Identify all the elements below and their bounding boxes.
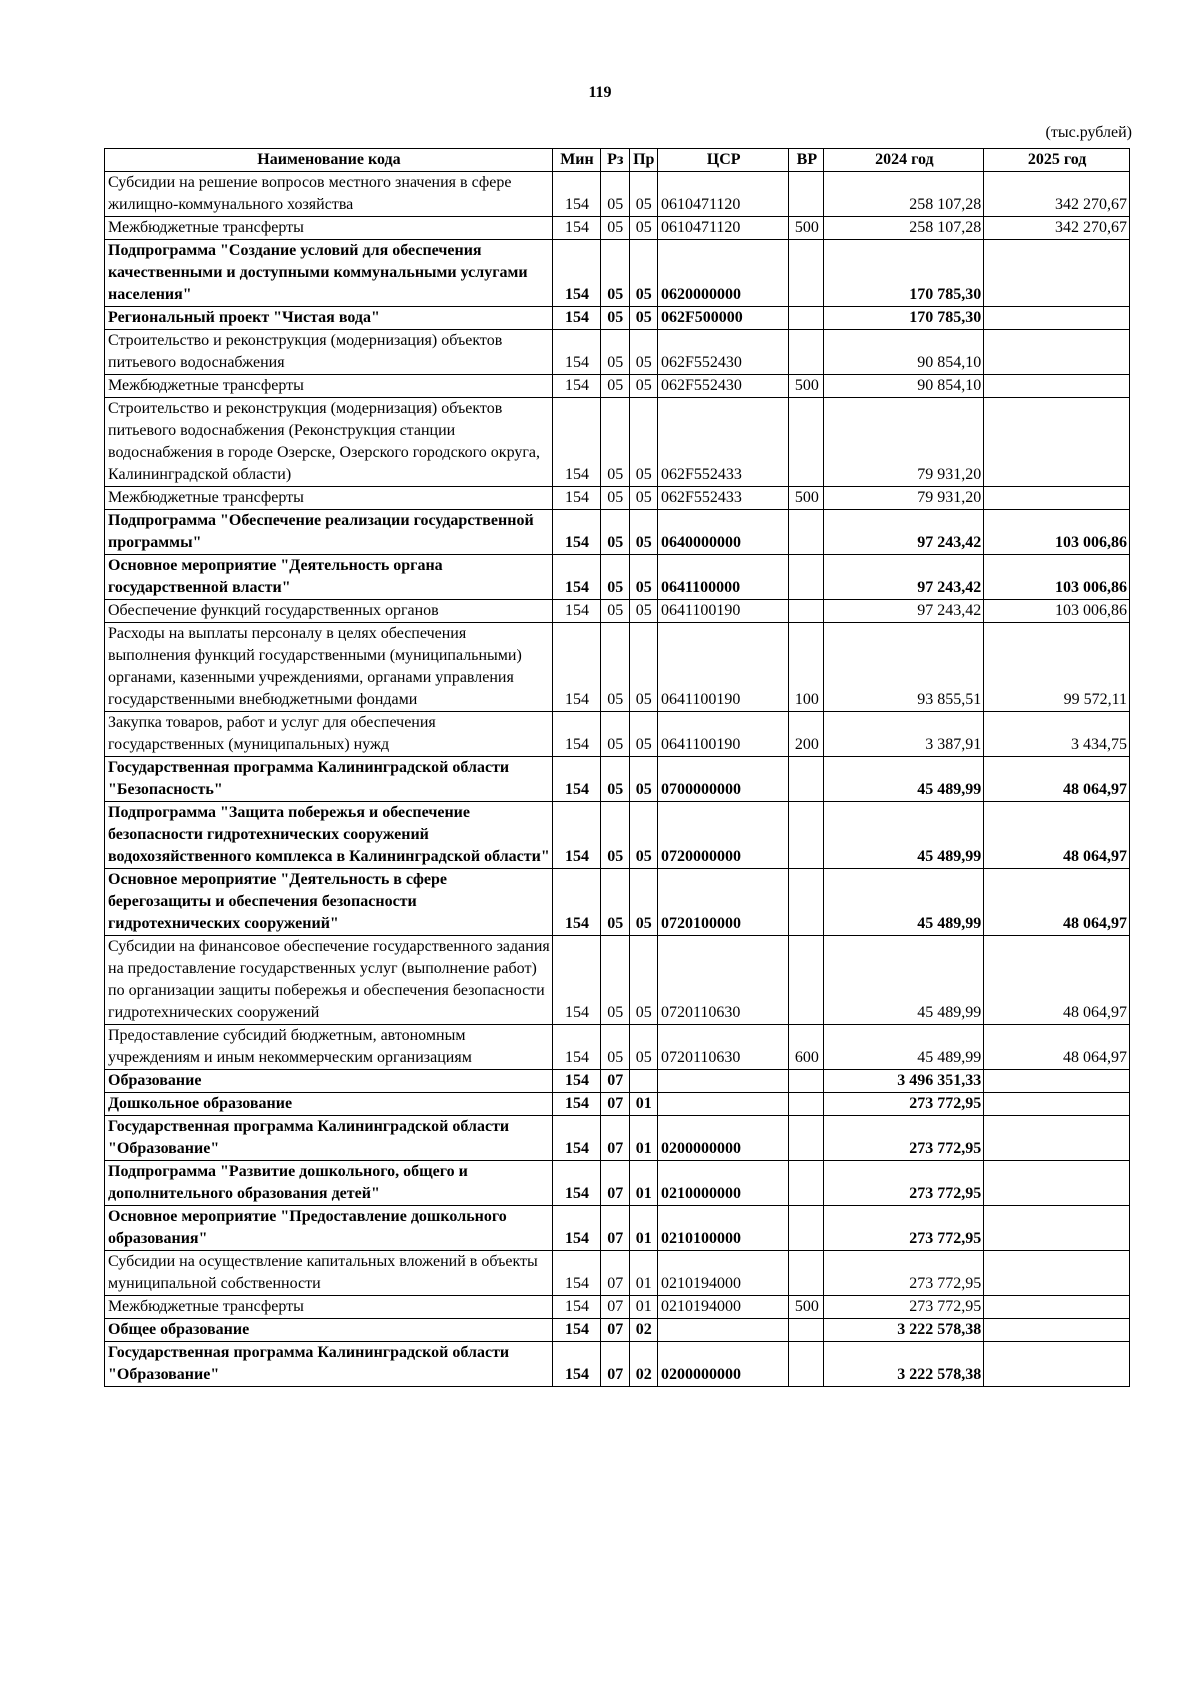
units-label: (тыс.рублей): [1045, 124, 1132, 141]
cell-min: 154: [552, 1025, 600, 1070]
cell-vr: 200: [789, 712, 824, 757]
cell-name: Расходы на выплаты персоналу в целях обеспечения выполнения функций государственными (муниципальными) органами, казенными учреждениями, органами управления государственными внебюджетными фондами: [105, 623, 553, 712]
table-header-row: [105, 149, 1130, 172]
cell-name: Основное мероприятие "Деятельность в сфере берегозащиты и обеспечения безопасности гидротехнических сооружений": [105, 869, 553, 936]
cell-min: 154: [552, 712, 600, 757]
cell-min: 154: [552, 1251, 600, 1296]
cell-2024: 170 785,30: [824, 240, 984, 307]
cell-name: Общее образование: [105, 1319, 553, 1342]
cell-name: Дошкольное образование: [105, 1093, 553, 1116]
col-header-2025: 2025 год: [984, 149, 1130, 172]
table-row: [105, 1070, 1130, 1093]
cell-2025: 342 270,67: [984, 217, 1130, 240]
cell-2025: [984, 1093, 1130, 1116]
cell-2025: [984, 1070, 1130, 1093]
table-row: [105, 757, 1130, 802]
cell-2024: 273 772,95: [824, 1296, 984, 1319]
cell-2024: 97 243,42: [824, 600, 984, 623]
cell-2025: [984, 307, 1130, 330]
cell-2024: 90 854,10: [824, 330, 984, 375]
cell-pr: 05: [629, 600, 657, 623]
cell-csr: [657, 1070, 788, 1093]
cell-2024: 79 931,20: [824, 487, 984, 510]
cell-csr: 062F552433: [657, 487, 788, 510]
cell-name: Обеспечение функций государственных органов: [105, 600, 553, 623]
cell-pr: 05: [629, 398, 657, 487]
cell-vr: [789, 802, 824, 869]
cell-2025: [984, 1161, 1130, 1206]
cell-rz: 07: [601, 1070, 629, 1093]
cell-name: Основное мероприятие "Предоставление дошкольного образования": [105, 1206, 553, 1251]
cell-min: 154: [552, 240, 600, 307]
cell-rz: 07: [601, 1342, 629, 1387]
cell-vr: [789, 307, 824, 330]
cell-name: Подпрограмма "Обеспечение реализации государственной программы": [105, 510, 553, 555]
cell-pr: 05: [629, 623, 657, 712]
cell-rz: 05: [601, 217, 629, 240]
cell-vr: [789, 1251, 824, 1296]
cell-csr: 0720000000: [657, 802, 788, 869]
cell-vr: [789, 510, 824, 555]
cell-csr: 0641100000: [657, 555, 788, 600]
cell-2024: 3 496 351,33: [824, 1070, 984, 1093]
cell-2024: 97 243,42: [824, 510, 984, 555]
cell-pr: 05: [629, 1025, 657, 1070]
cell-csr: 0641100190: [657, 623, 788, 712]
cell-pr: 05: [629, 375, 657, 398]
col-header-pr: Пр: [629, 149, 657, 172]
cell-csr: 062F552433: [657, 398, 788, 487]
cell-vr: 500: [789, 375, 824, 398]
cell-min: 154: [552, 1319, 600, 1342]
cell-rz: 05: [601, 936, 629, 1025]
cell-2024: 79 931,20: [824, 398, 984, 487]
cell-min: 154: [552, 757, 600, 802]
cell-csr: 062F552430: [657, 330, 788, 375]
cell-vr: [789, 936, 824, 1025]
cell-vr: [789, 172, 824, 217]
cell-name: Закупка товаров, работ и услуг для обеспечения государственных (муниципальных) нужд: [105, 712, 553, 757]
table-row: [105, 555, 1130, 600]
cell-csr: 0720110630: [657, 1025, 788, 1070]
cell-pr: 05: [629, 712, 657, 757]
cell-csr: 0700000000: [657, 757, 788, 802]
cell-csr: 0641100190: [657, 600, 788, 623]
cell-2025: [984, 240, 1130, 307]
cell-2024: 97 243,42: [824, 555, 984, 600]
cell-pr: 05: [629, 869, 657, 936]
cell-2024: 93 855,51: [824, 623, 984, 712]
table-row: [105, 487, 1130, 510]
table-row: [105, 217, 1130, 240]
table-row: [105, 240, 1130, 307]
table-row: [105, 307, 1130, 330]
cell-2025: 48 064,97: [984, 1025, 1130, 1070]
cell-csr: 062F500000: [657, 307, 788, 330]
cell-min: 154: [552, 1206, 600, 1251]
cell-min: 154: [552, 1070, 600, 1093]
cell-pr: 05: [629, 555, 657, 600]
cell-min: 154: [552, 487, 600, 510]
cell-2024: 273 772,95: [824, 1093, 984, 1116]
cell-2025: [984, 1319, 1130, 1342]
cell-2024: 3 387,91: [824, 712, 984, 757]
cell-rz: 05: [601, 802, 629, 869]
col-header-name: Наименование кода: [105, 149, 553, 172]
cell-min: 154: [552, 172, 600, 217]
cell-name: Субсидии на решение вопросов местного значения в сфере жилищно-коммунального хозяйства: [105, 172, 553, 217]
cell-vr: [789, 1319, 824, 1342]
cell-2024: 3 222 578,38: [824, 1342, 984, 1387]
cell-vr: [789, 600, 824, 623]
cell-2025: 103 006,86: [984, 555, 1130, 600]
cell-min: 154: [552, 802, 600, 869]
cell-csr: 0610471120: [657, 172, 788, 217]
table-row: [105, 1251, 1130, 1296]
table-row: [105, 1025, 1130, 1070]
cell-min: 154: [552, 398, 600, 487]
cell-rz: 05: [601, 307, 629, 330]
cell-2024: 273 772,95: [824, 1116, 984, 1161]
cell-name: Государственная программа Калининградской области "Образование": [105, 1342, 553, 1387]
cell-name: Строительство и реконструкция (модернизация) объектов питьевого водоснабжения (Реконструкция станции водоснабжения в городе Озерске, Озерского городского округа, Калининградской области): [105, 398, 553, 487]
cell-rz: 05: [601, 172, 629, 217]
cell-2025: [984, 330, 1130, 375]
cell-rz: 05: [601, 240, 629, 307]
cell-csr: 0210100000: [657, 1206, 788, 1251]
col-header-vr: ВР: [789, 149, 824, 172]
cell-csr: 0200000000: [657, 1342, 788, 1387]
col-header-2024: 2024 год: [824, 149, 984, 172]
cell-csr: 0610471120: [657, 217, 788, 240]
cell-vr: [789, 869, 824, 936]
cell-vr: [789, 1070, 824, 1093]
cell-name: Субсидии на финансовое обеспечение государственного задания на предоставление государственных услуг (выполнение работ) по организации защиты побережья и обеспечения безопасности гидротехнических сооружений: [105, 936, 553, 1025]
cell-min: 154: [552, 375, 600, 398]
cell-pr: 01: [629, 1296, 657, 1319]
cell-rz: 05: [601, 330, 629, 375]
cell-2024: 170 785,30: [824, 307, 984, 330]
cell-csr: 0620000000: [657, 240, 788, 307]
cell-vr: [789, 1342, 824, 1387]
table-row: [105, 510, 1130, 555]
cell-pr: 01: [629, 1116, 657, 1161]
cell-vr: [789, 1206, 824, 1251]
cell-pr: 05: [629, 757, 657, 802]
page-number: 119: [588, 84, 612, 101]
cell-2024: 273 772,95: [824, 1251, 984, 1296]
table-row: [105, 1161, 1130, 1206]
table-row: [105, 375, 1130, 398]
cell-rz: 05: [601, 375, 629, 398]
cell-2024: 45 489,99: [824, 802, 984, 869]
cell-name: Образование: [105, 1070, 553, 1093]
cell-pr: 01: [629, 1161, 657, 1206]
cell-2025: 342 270,67: [984, 172, 1130, 217]
cell-csr: 0200000000: [657, 1116, 788, 1161]
cell-2025: 48 064,97: [984, 936, 1130, 1025]
cell-2024: 258 107,28: [824, 217, 984, 240]
table-row: [105, 1296, 1130, 1319]
cell-rz: 05: [601, 1025, 629, 1070]
table-row: [105, 1319, 1130, 1342]
cell-2025: [984, 1251, 1130, 1296]
cell-rz: 05: [601, 712, 629, 757]
cell-2025: [984, 375, 1130, 398]
cell-min: 154: [552, 1296, 600, 1319]
cell-name: Предоставление субсидий бюджетным, автономным учреждениям и иным некоммерческим организациям: [105, 1025, 553, 1070]
cell-2024: 45 489,99: [824, 757, 984, 802]
cell-csr: 062F552430: [657, 375, 788, 398]
cell-2024: 273 772,95: [824, 1161, 984, 1206]
cell-2025: 48 064,97: [984, 802, 1130, 869]
cell-min: 154: [552, 555, 600, 600]
cell-csr: 0210194000: [657, 1296, 788, 1319]
cell-2024: 45 489,99: [824, 936, 984, 1025]
cell-pr: 02: [629, 1319, 657, 1342]
cell-vr: 500: [789, 487, 824, 510]
budget-table: [104, 148, 1130, 1387]
cell-rz: 07: [601, 1161, 629, 1206]
cell-2025: 103 006,86: [984, 510, 1130, 555]
table-row: [105, 712, 1130, 757]
cell-name: Подпрограмма "Защита побережья и обеспечение безопасности гидротехнических сооружений водохозяйственного комплекса в Калининградской области": [105, 802, 553, 869]
table-row: [105, 1342, 1130, 1387]
table-row: [105, 172, 1130, 217]
cell-2025: [984, 398, 1130, 487]
cell-csr: 0210000000: [657, 1161, 788, 1206]
cell-rz: 05: [601, 487, 629, 510]
table-row: [105, 330, 1130, 375]
cell-min: 154: [552, 936, 600, 1025]
cell-2025: [984, 1296, 1130, 1319]
cell-min: 154: [552, 869, 600, 936]
cell-name: Межбюджетные трансферты: [105, 217, 553, 240]
cell-name: Межбюджетные трансферты: [105, 1296, 553, 1319]
cell-2024: 273 772,95: [824, 1206, 984, 1251]
cell-rz: 05: [601, 600, 629, 623]
cell-name: Межбюджетные трансферты: [105, 487, 553, 510]
cell-name: Государственная программа Калининградской области "Образование": [105, 1116, 553, 1161]
cell-rz: 07: [601, 1319, 629, 1342]
table-row: [105, 623, 1130, 712]
cell-name: Основное мероприятие "Деятельность органа государственной власти": [105, 555, 553, 600]
cell-name: Государственная программа Калининградской области "Безопасность": [105, 757, 553, 802]
cell-min: 154: [552, 1342, 600, 1387]
cell-vr: [789, 398, 824, 487]
cell-2025: 99 572,11: [984, 623, 1130, 712]
cell-rz: 05: [601, 398, 629, 487]
cell-rz: 07: [601, 1093, 629, 1116]
cell-vr: 100: [789, 623, 824, 712]
cell-vr: [789, 555, 824, 600]
cell-rz: 05: [601, 623, 629, 712]
table-row: [105, 398, 1130, 487]
col-header-csr: ЦСР: [657, 149, 788, 172]
table-row: [105, 869, 1130, 936]
col-header-rz: Рз: [601, 149, 629, 172]
cell-name: Субсидии на осуществление капитальных вложений в объекты муниципальной собственности: [105, 1251, 553, 1296]
cell-pr: 01: [629, 1093, 657, 1116]
cell-min: 154: [552, 1093, 600, 1116]
cell-2024: 45 489,99: [824, 869, 984, 936]
cell-rz: 07: [601, 1116, 629, 1161]
cell-name: Строительство и реконструкция (модернизация) объектов питьевого водоснабжения: [105, 330, 553, 375]
cell-2025: 48 064,97: [984, 757, 1130, 802]
table-row: [105, 1206, 1130, 1251]
cell-min: 154: [552, 510, 600, 555]
cell-pr: 05: [629, 802, 657, 869]
cell-2025: [984, 1342, 1130, 1387]
cell-2025: 48 064,97: [984, 869, 1130, 936]
cell-2024: 3 222 578,38: [824, 1319, 984, 1342]
cell-pr: 02: [629, 1342, 657, 1387]
cell-name: Подпрограмма "Создание условий для обеспечения качественными и доступными коммунальными услугами населения": [105, 240, 553, 307]
cell-pr: 05: [629, 487, 657, 510]
cell-vr: 500: [789, 217, 824, 240]
cell-min: 154: [552, 217, 600, 240]
table-body: [105, 172, 1130, 1387]
cell-pr: 05: [629, 330, 657, 375]
cell-min: 154: [552, 1116, 600, 1161]
cell-pr: 01: [629, 1251, 657, 1296]
cell-pr: 05: [629, 307, 657, 330]
cell-pr: 05: [629, 510, 657, 555]
cell-pr: 05: [629, 240, 657, 307]
cell-csr: 0210194000: [657, 1251, 788, 1296]
cell-vr: [789, 1161, 824, 1206]
cell-2025: [984, 487, 1130, 510]
table-row: [105, 936, 1130, 1025]
cell-pr: [629, 1070, 657, 1093]
table-row: [105, 1093, 1130, 1116]
table-row: [105, 802, 1130, 869]
cell-rz: 05: [601, 757, 629, 802]
cell-csr: [657, 1319, 788, 1342]
cell-2025: [984, 1206, 1130, 1251]
cell-vr: [789, 240, 824, 307]
cell-rz: 05: [601, 510, 629, 555]
cell-csr: 0641100190: [657, 712, 788, 757]
cell-min: 154: [552, 623, 600, 712]
cell-min: 154: [552, 1161, 600, 1206]
cell-csr: 0640000000: [657, 510, 788, 555]
col-header-min: Мин: [552, 149, 600, 172]
cell-2025: 103 006,86: [984, 600, 1130, 623]
cell-pr: 05: [629, 936, 657, 1025]
cell-2025: 3 434,75: [984, 712, 1130, 757]
cell-pr: 05: [629, 217, 657, 240]
cell-vr: [789, 757, 824, 802]
cell-vr: [789, 330, 824, 375]
cell-rz: 07: [601, 1251, 629, 1296]
cell-2024: 45 489,99: [824, 1025, 984, 1070]
cell-2024: 90 854,10: [824, 375, 984, 398]
cell-2025: [984, 1116, 1130, 1161]
cell-pr: 05: [629, 172, 657, 217]
cell-pr: 01: [629, 1206, 657, 1251]
cell-min: 154: [552, 307, 600, 330]
cell-csr: 0720110630: [657, 936, 788, 1025]
table-row: [105, 600, 1130, 623]
cell-csr: 0720100000: [657, 869, 788, 936]
cell-min: 154: [552, 330, 600, 375]
cell-2024: 258 107,28: [824, 172, 984, 217]
cell-csr: [657, 1093, 788, 1116]
cell-name: Региональный проект "Чистая вода": [105, 307, 553, 330]
cell-name: Подпрограмма "Развитие дошкольного, общего и дополнительного образования детей": [105, 1161, 553, 1206]
cell-name: Межбюджетные трансферты: [105, 375, 553, 398]
table-row: [105, 1116, 1130, 1161]
cell-vr: 600: [789, 1025, 824, 1070]
cell-vr: [789, 1116, 824, 1161]
cell-vr: [789, 1093, 824, 1116]
cell-rz: 05: [601, 555, 629, 600]
cell-min: 154: [552, 600, 600, 623]
cell-rz: 07: [601, 1296, 629, 1319]
cell-rz: 05: [601, 869, 629, 936]
cell-vr: 500: [789, 1296, 824, 1319]
cell-rz: 07: [601, 1206, 629, 1251]
